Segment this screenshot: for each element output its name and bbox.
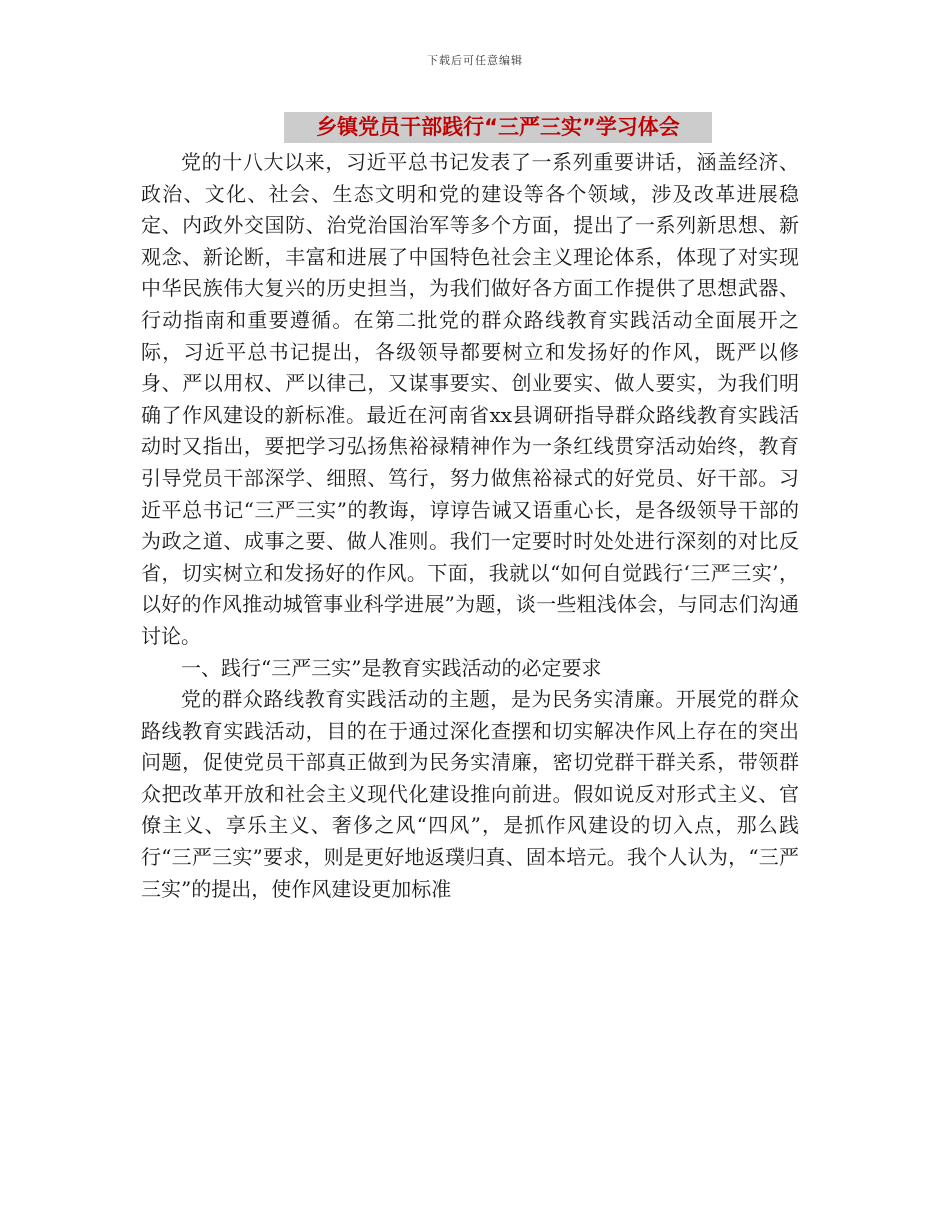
document-body <box>141 147 799 905</box>
document-title: 乡镇党员干部践行“三严三实”学习体会 <box>316 115 680 139</box>
paragraph-intro: 党的十八大以来，习近平总书记发表了一系列重要讲话，涵盖经济、政治、文化、社会、生态文明和党的建设等各个领域，涉及改革进展稳定、内政外交国防、治党治国治军等多个方面，提出了一系列新思想、新观念、新论断，丰富和进展了中国特色社会主义理论体系，体现了对实现中华民族伟大复兴的历史担当，为我们做好各方面工作提供了思想武器、行动指南和重要遵循。在第二批党的群众路线教育实践活动全面展开之际，习近平总书记提出，各级领导都要树立和发扬好的作风，既严以修身、严以用权、严以律己，又谋事要实、创业要实、做人要实，为我们明确了作风建设的新标准。最近在河南省xx县调研指导群众路线教育实践活动时又指出，要把学习弘扬焦裕禄精神作为一条红线贯穿活动始终，教育引导党员干部深学、细照、笃行，努力做焦裕禄式的好党员、好干部。习近平总书记“三严三实”的教诲，谆谆告诫又语重心长，是各级领导干部的为政之道、成事之要、做人准则。我们一定要时时处处进行深刻的对比反省，切实树立和发扬好的作风。下面，我就以“如何自觉践行‘三严三实’，以好的作风推动城管事业科学进展”为题，谈一些粗浅体会，与同志们沟通讨论。 <box>141 150 799 648</box>
section-heading-1: 一、践行“三严三实”是教育实践活动的必定要求 <box>181 655 602 680</box>
title-highlight <box>284 112 712 143</box>
paragraph-section-1: 党的群众路线教育实践活动的主题，是为民务实清廉。开展党的群众路线教育实践活动，目的在于通过深化查摆和切实解决作风上存在的突出问题，促使党员干部真正做到为民务实清廉，密切党群干群关系，带领群众把改革开放和社会主义现代化建设推向前进。假如说反对形式主义、官僚主义、享乐主义、奢侈之风“四风”，是抓作风建设的切入点，那么践行“三严三实”要求，则是更好地返璞归真、固本培元。我个人认为，“三严三实”的提出，使作风建设更加标准 <box>141 687 799 901</box>
page-header-note: 下载后可任意编辑 <box>427 54 523 67</box>
